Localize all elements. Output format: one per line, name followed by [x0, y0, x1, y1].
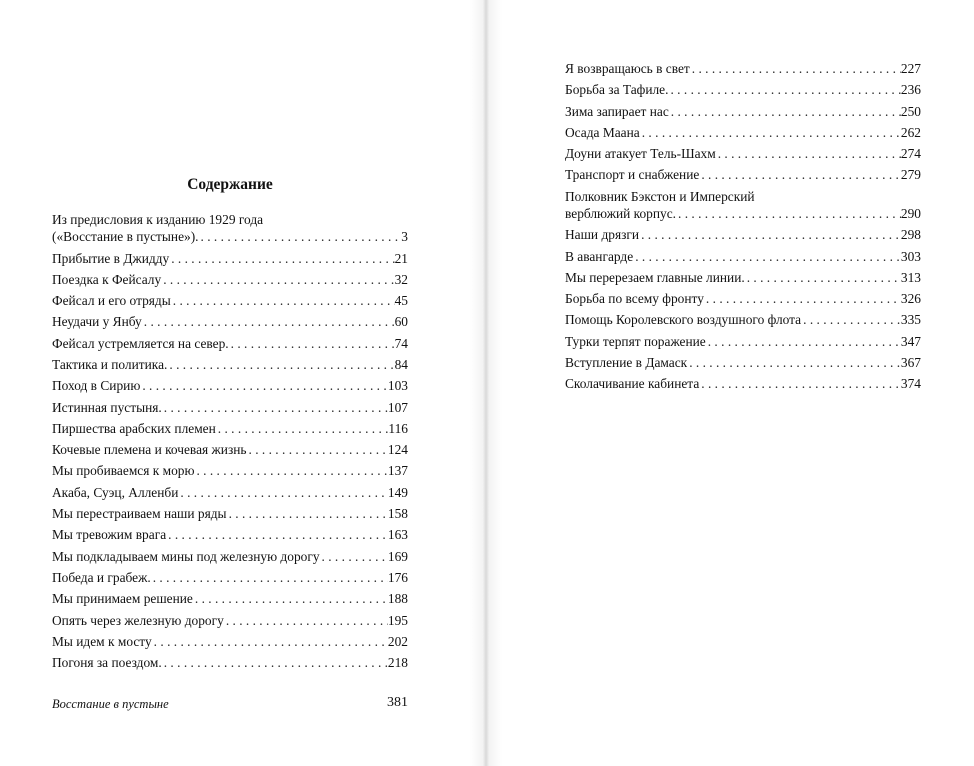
toc-entry-page: 262: [900, 124, 921, 140]
toc-entry-page: 21: [394, 250, 408, 266]
dot-leader: [178, 484, 388, 501]
toc-entry: [565, 188, 921, 227]
toc-entry-title: Помощь Королевского воздушного флота: [565, 312, 802, 328]
toc-entry-page: 335: [900, 312, 921, 328]
toc-entry-row: [52, 505, 408, 522]
toc-entry: [52, 399, 408, 420]
dot-leader: [162, 399, 388, 416]
toc-entry-row: [52, 590, 408, 607]
toc-entry-page: 176: [387, 569, 408, 585]
toc-entry-title: Наши дрязги: [565, 227, 640, 243]
toc-entry-page: 169: [387, 548, 408, 564]
dot-leader: [690, 60, 901, 77]
toc-entry-title: Транспорт и снабжение: [565, 167, 700, 183]
toc-entry-title: Мы пробиваемся к морю: [52, 463, 195, 479]
toc-entry-title: Сколачивание кабинета: [565, 376, 700, 392]
toc-entry-row: [565, 269, 921, 286]
toc-entry-title: Борьба по всему фронту: [565, 291, 704, 307]
toc-entry-row: [565, 248, 921, 265]
toc-entry-title: Зима запирает нас: [565, 103, 669, 119]
toc-entry: [52, 612, 408, 633]
toc-entry-title-line: Полковник Бэкстон и Имперский: [565, 188, 755, 204]
dot-leader: [676, 205, 901, 222]
toc-entry-title: Мы тревожим врага: [52, 527, 167, 543]
toc-entry-title: Опять через железную дорогу: [52, 612, 224, 628]
dot-leader: [151, 569, 388, 586]
toc-entry: [52, 356, 408, 377]
footer-page-number: 381: [387, 695, 408, 710]
toc-entry-page: 374: [900, 376, 921, 392]
toc-entry-title: Осада Маана: [565, 124, 640, 140]
toc-entry: [565, 248, 921, 269]
dot-leader: [227, 505, 388, 522]
toc-entry-page: 279: [900, 167, 921, 183]
toc-entry-row: [565, 60, 921, 77]
dot-leader: [320, 548, 388, 565]
toc-entry: [52, 377, 408, 398]
toc-entry-row: [52, 612, 408, 629]
toc-entry-row: [565, 354, 921, 371]
toc-entry: [52, 526, 408, 547]
toc-entry-row: [565, 166, 921, 183]
toc-entry: [52, 462, 408, 483]
toc-entry: [52, 505, 408, 526]
toc-entry-page: 298: [900, 227, 921, 243]
dot-leader: [199, 228, 402, 245]
toc-entry-title: Кочевые племена и кочевая жизнь: [52, 442, 247, 458]
dot-leader: [716, 145, 901, 162]
dot-leader: [167, 356, 394, 373]
dot-leader: [224, 612, 388, 629]
dot-leader: [194, 462, 387, 479]
toc-entry-row: [565, 103, 921, 120]
dot-leader: [668, 81, 900, 98]
toc-entry: [565, 375, 921, 396]
toc-entry-row: [52, 420, 408, 437]
toc-entry-row: [52, 633, 408, 650]
dot-leader: [669, 103, 901, 120]
toc-entry: [565, 226, 921, 247]
toc-entry: [52, 420, 408, 441]
toc-entry-title: Доуни атакует Тель-Шахм: [565, 146, 716, 162]
dot-leader: [639, 226, 901, 243]
dot-leader: [699, 375, 901, 392]
toc-entry-page: 149: [387, 484, 408, 500]
toc-entry-title: Борьба за Тафиле.: [565, 82, 669, 98]
toc-entry-title: верблюжий корпус.: [565, 205, 677, 221]
dot-leader: [706, 333, 901, 350]
toc-entry: [565, 354, 921, 375]
toc-entry: [52, 211, 408, 250]
toc-entry-title: В авангарде: [565, 248, 634, 264]
dot-leader: [704, 290, 901, 307]
toc-entry: [52, 313, 408, 334]
toc-entry-row: [565, 226, 921, 243]
toc-entry-row: [565, 311, 921, 328]
toc-entry-page: 163: [387, 527, 408, 543]
toc-entry-page: 303: [900, 248, 921, 264]
toc-entry-page: 103: [387, 378, 408, 394]
toc-entry-title: Тактика и политика.: [52, 356, 168, 372]
dot-leader: [169, 250, 394, 267]
dot-leader: [699, 166, 901, 183]
toc-entry-row: [52, 356, 408, 373]
toc-entry-title: Победа и грабеж.: [52, 569, 151, 585]
toc-entry-title: Истинная пустыня.: [52, 399, 162, 415]
toc-entry-row: [52, 292, 408, 309]
toc-entry-row: [52, 335, 408, 352]
toc-entry-row: [52, 484, 408, 501]
toc-entry: [52, 271, 408, 292]
toc-entry-row: [565, 290, 921, 307]
toc-entry-title: («Восстание в пустыне»).: [52, 229, 199, 244]
toc-entry-page: 195: [387, 612, 408, 628]
dot-leader: [152, 633, 388, 650]
toc-entry-row: [52, 654, 408, 671]
toc-entry-row: [52, 526, 408, 543]
toc-entry-page: 367: [900, 355, 921, 371]
footer-book-title: Восстание в пустыне: [52, 697, 169, 711]
toc-list-right: [565, 60, 921, 397]
toc-entry-title: Акаба, Суэц, Алленби: [52, 484, 179, 500]
toc-entry: [52, 548, 408, 569]
toc-entry-row: [52, 271, 408, 288]
toc-entry-row: [565, 124, 921, 141]
toc-entry-title: Поход в Сирию: [52, 378, 141, 394]
toc-entry-title: Мы идем к мосту: [52, 633, 152, 649]
toc-entry-row: [52, 569, 408, 586]
dot-leader: [247, 441, 388, 458]
toc-entry-page: 313: [900, 269, 921, 285]
dot-leader: [801, 311, 901, 328]
toc-entry-page: 347: [900, 333, 921, 349]
toc-entry-page: 236: [900, 82, 921, 98]
toc-entry-page: 274: [900, 146, 921, 162]
toc-entry-title: Мы перерезаем главные линии.: [565, 269, 745, 285]
toc-entry-title: Мы перестраиваем наши ряды: [52, 506, 227, 522]
toc-heading: Содержание: [187, 176, 273, 193]
toc-entry-page: 227: [900, 61, 921, 76]
dot-leader: [745, 269, 901, 286]
toc-entry-page: 158: [387, 506, 408, 522]
toc-entry: [565, 269, 921, 290]
toc-entry: [565, 311, 921, 332]
toc-entry: [565, 81, 921, 102]
toc-entry-page: 84: [394, 356, 408, 372]
toc-entry: [565, 290, 921, 311]
toc-entry-row: [52, 228, 408, 245]
toc-list-left: [52, 211, 408, 675]
toc-entry: [52, 633, 408, 654]
book-gutter: [470, 0, 502, 766]
toc-entry: [52, 654, 408, 675]
dot-leader: [140, 377, 388, 394]
toc-entry-title: Фейсал и его отряды: [52, 293, 171, 309]
toc-entry-row: [52, 250, 408, 267]
toc-entry-page: 326: [900, 291, 921, 307]
toc-entry-row: [52, 441, 408, 458]
dot-leader: [161, 271, 394, 288]
toc-entry-row: [565, 333, 921, 350]
toc-entry-page: 74: [394, 335, 408, 351]
toc-entry: [52, 590, 408, 611]
toc-entry-page: 3: [401, 229, 408, 244]
toc-entry: [565, 124, 921, 145]
toc-entry-title: Мы принимаем решение: [52, 591, 193, 607]
toc-entry: [565, 103, 921, 124]
toc-entry-title: Поездка к Фейсалу: [52, 271, 162, 287]
toc-entry-title: Погоня за поездом.: [52, 655, 162, 671]
dot-leader: [687, 354, 901, 371]
dot-leader: [216, 420, 389, 437]
toc-entry-row: [52, 377, 408, 394]
toc-entry-page: 60: [394, 314, 408, 330]
dot-leader: [229, 335, 395, 352]
toc-entry-row: [565, 145, 921, 162]
toc-entry: [52, 484, 408, 505]
toc-entry-title-line: Из предисловия к изданию 1929 года: [52, 212, 264, 227]
toc-entry-row: [565, 205, 921, 222]
toc-entry: [565, 145, 921, 166]
dot-leader: [142, 313, 395, 330]
dot-leader: [162, 654, 388, 671]
toc-entry: [52, 569, 408, 590]
toc-entry-row: [52, 462, 408, 479]
toc-entry: [52, 250, 408, 271]
toc-entry-page: 250: [900, 103, 921, 119]
toc-entry-page: 32: [394, 271, 408, 287]
toc-entry-page: 107: [387, 399, 408, 415]
toc-entry: [565, 60, 921, 81]
toc-entry: [52, 441, 408, 462]
toc-entry-title: Фейсал устремляется на север.: [52, 335, 229, 351]
toc-entry-page: 188: [387, 591, 408, 607]
dot-leader: [171, 292, 395, 309]
dot-leader: [193, 590, 388, 607]
toc-entry-page: 202: [387, 633, 408, 649]
toc-entry-page: 218: [387, 655, 408, 671]
toc-entry: [52, 335, 408, 356]
dot-leader: [633, 248, 901, 265]
toc-entry-title: Я возвращаюсь в свет: [565, 61, 690, 76]
dot-leader: [166, 526, 388, 543]
toc-entry-page: 116: [388, 420, 408, 436]
toc-entry-page: 137: [387, 463, 408, 479]
toc-entry-row: [565, 81, 921, 98]
dot-leader: [640, 124, 901, 141]
toc-entry-title: Неудачи у Янбу: [52, 314, 142, 330]
toc-entry-page: 290: [900, 205, 921, 221]
toc-entry: [52, 292, 408, 313]
toc-entry-title: Пиршества арабских племен: [52, 420, 216, 436]
toc-entry: [565, 166, 921, 187]
toc-entry-title: Турки терпят поражение: [565, 333, 706, 349]
toc-entry-title: Мы подкладываем мины под железную дорогу: [52, 548, 320, 564]
toc-entry-row: [565, 375, 921, 392]
toc-entry-page: 124: [387, 442, 408, 458]
toc-entry-title: Вступление в Дамаск: [565, 355, 688, 371]
toc-entry-page: 45: [394, 293, 408, 309]
toc-entry: [565, 333, 921, 354]
toc-entry-title: Прибытие в Джидду: [52, 250, 170, 266]
toc-entry-row: [52, 548, 408, 565]
toc-entry-row: [52, 313, 408, 330]
toc-entry-row: [52, 399, 408, 416]
